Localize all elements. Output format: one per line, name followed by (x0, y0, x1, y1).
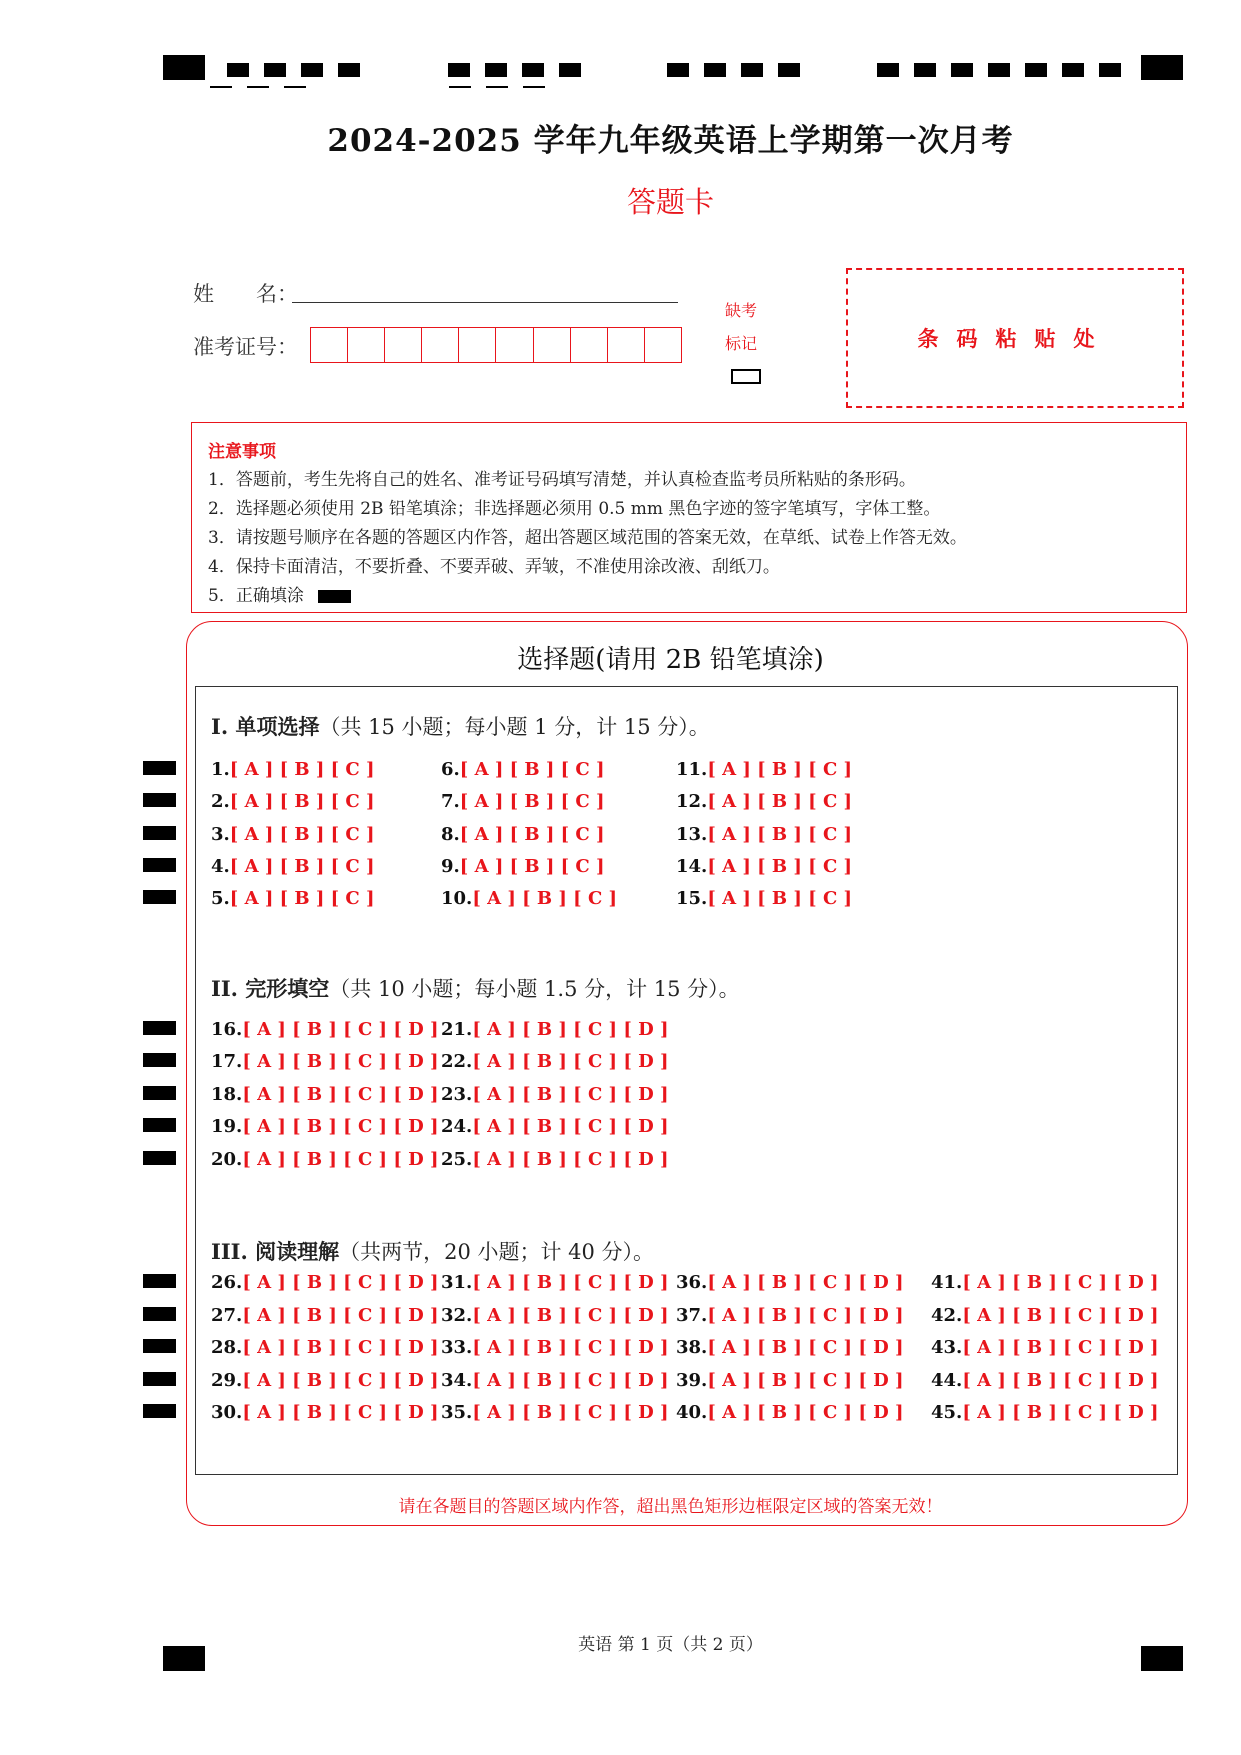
question-number: 9. (441, 856, 460, 877)
exam-title: 2024-2025 学年九年级英语上学期第一次月考 (327, 123, 1014, 159)
question-item (676, 1305, 904, 1326)
timing-mark (741, 63, 763, 77)
notice-box (191, 422, 1187, 613)
question-number: 4. (211, 856, 230, 877)
question-item (441, 1149, 669, 1170)
timing-mark (448, 63, 470, 77)
notice-title: 注意事项 (208, 442, 276, 462)
answer-options[interactable]: [ A ] [ B ] [ C ] [ D ] (472, 1402, 669, 1423)
timing-mark (338, 63, 360, 77)
answer-options[interactable]: [ A ] [ B ] [ C ] [ D ] (707, 1370, 904, 1391)
name-label: 姓 名： (193, 282, 298, 306)
answer-options[interactable]: [ A ] [ B ] [ C ] (459, 856, 605, 877)
question-number: 11. (676, 759, 708, 780)
question-number: 21. (441, 1019, 473, 1040)
question-number: 23. (441, 1084, 473, 1105)
section-heading (211, 973, 740, 1003)
notice-item: 2．选择题必须使用 2B 铅笔填涂；非选择题必须用 0.5 mm 黑色字迹的签字笔填写，字体工整。 (208, 499, 941, 519)
timing-underline (210, 86, 232, 88)
question-item (931, 1272, 1159, 1293)
answer-options[interactable]: [ A ] [ B ] [ C ] [ D ] (242, 1149, 439, 1170)
barcode-label: 条码粘贴处 (917, 326, 1113, 351)
absent-label: 缺考 (725, 301, 758, 320)
answer-options[interactable]: [ A ] [ B ] [ C ] [ D ] (242, 1305, 439, 1326)
question-item (441, 1370, 669, 1391)
question-item (676, 1337, 904, 1358)
timing-mark (1062, 63, 1084, 77)
question-number: 34. (441, 1370, 473, 1391)
question-number: 8. (441, 824, 460, 845)
question-item (441, 1337, 669, 1358)
barcode-area (846, 268, 1184, 408)
answer-options[interactable]: [ A ] [ B ] [ C ] [ D ] (472, 1370, 669, 1391)
question-number: 2. (211, 791, 230, 812)
timing-mark (143, 1053, 176, 1067)
question-item (211, 1305, 439, 1326)
question-number: 3. (211, 824, 230, 845)
question-number: 12. (676, 791, 708, 812)
timing-mark (143, 1307, 176, 1321)
question-item (676, 824, 852, 845)
question-item (211, 1370, 439, 1391)
absent-checkbox[interactable] (731, 369, 761, 384)
question-number: 30. (211, 1402, 243, 1423)
card-subtitle: 答题卡 (626, 185, 714, 219)
notice-item: 3．请按题号顺序在各题的答题区内作答，超出答题区域范围的答案无效，在草纸、试卷上作答无效。 (208, 528, 967, 548)
answer-options[interactable]: [ A ] [ B ] [ C ] [ D ] (472, 1051, 669, 1072)
section-detail: （共 15 小题；每小题 1 分，计 15 分）。 (319, 715, 710, 739)
question-number: 35. (441, 1402, 473, 1423)
timing-underline (284, 86, 306, 88)
question-item (441, 1084, 669, 1105)
question-number: 43. (931, 1337, 963, 1358)
question-item (931, 1337, 1159, 1358)
answer-options[interactable]: [ A ] [ B ] [ C ] [ D ] (472, 1272, 669, 1293)
question-number: 10. (441, 888, 473, 909)
question-number: 32. (441, 1305, 473, 1326)
question-number: 24. (441, 1116, 473, 1137)
question-number: 18. (211, 1084, 243, 1105)
timing-mark (143, 858, 176, 872)
question-number: 40. (676, 1402, 708, 1423)
timing-mark (143, 1339, 176, 1353)
answer-options[interactable]: [ A ] [ B ] [ C ] [ D ] (472, 1116, 669, 1137)
question-item (931, 1305, 1159, 1326)
answer-options[interactable]: [ A ] [ B ] [ C ] (229, 791, 375, 812)
question-number: 20. (211, 1149, 243, 1170)
question-item (676, 856, 852, 877)
question-number: 33. (441, 1337, 473, 1358)
timing-mark (143, 1372, 176, 1386)
timing-mark (264, 63, 286, 77)
question-item (676, 1370, 904, 1391)
corner-mark (1141, 1646, 1183, 1671)
question-item (211, 1019, 439, 1040)
question-item (441, 791, 605, 812)
question-item (441, 1272, 669, 1293)
question-item (211, 791, 375, 812)
answer-options[interactable]: [ A ] [ B ] [ C ] [ D ] (707, 1305, 904, 1326)
question-number: 27. (211, 1305, 243, 1326)
question-item (441, 759, 605, 780)
question-item (441, 1051, 669, 1072)
answer-options[interactable]: [ A ] [ B ] [ C ] [ D ] (242, 1084, 439, 1105)
section-heading (211, 1236, 654, 1266)
answer-options[interactable]: [ A ] [ B ] [ C ] [ D ] (242, 1370, 439, 1391)
question-item (441, 856, 605, 877)
question-item (211, 1272, 439, 1293)
answer-options[interactable]: [ A ] [ B ] [ C ] [ D ] (242, 1051, 439, 1072)
answer-options[interactable]: [ A ] [ B ] [ C ] [ D ] (242, 1116, 439, 1137)
answer-options[interactable]: [ A ] [ B ] [ C ] [ D ] (472, 1084, 669, 1105)
timing-mark (988, 63, 1010, 77)
timing-mark (1099, 63, 1121, 77)
timing-underline (449, 86, 471, 88)
question-item (441, 824, 605, 845)
timing-mark (485, 63, 507, 77)
question-item (676, 1272, 904, 1293)
question-number: 22. (441, 1051, 473, 1072)
question-number: 15. (676, 888, 708, 909)
answer-options[interactable]: [ A ] [ B ] [ C ] [ D ] (472, 1337, 669, 1358)
question-number: 7. (441, 791, 460, 812)
question-item (211, 824, 375, 845)
notice-item: 4．保持卡面清洁，不要折叠、不要弄破、弄皱，不准使用涂改液、刮纸刀。 (208, 557, 780, 577)
section-name: III. 阅读理解 (211, 1239, 340, 1264)
question-item (211, 856, 375, 877)
answer-options[interactable]: [ A ] [ B ] [ C ] [ D ] (242, 1402, 439, 1423)
answer-options[interactable]: [ A ] [ B ] [ C ] [ D ] (472, 1019, 669, 1040)
answer-options[interactable]: [ A ] [ B ] [ C ] (707, 791, 853, 812)
question-number: 1. (211, 759, 230, 780)
timing-mark (301, 63, 323, 77)
question-item (211, 1116, 439, 1137)
section-name: II. 完形填空 (211, 976, 330, 1001)
answer-options[interactable]: [ A ] [ B ] [ C ] (229, 888, 375, 909)
answer-options[interactable]: [ A ] [ B ] [ C ] [ D ] (962, 1337, 1159, 1358)
timing-mark (559, 63, 581, 77)
page-number: 英语 第 1 页（共 2 页） (578, 1635, 763, 1655)
timing-mark (143, 826, 176, 840)
notice-item: 1．答题前，考生先将自己的姓名、准考证号码填写清楚，并认真检查监考员所粘贴的条形码。 (208, 470, 916, 490)
question-number: 38. (676, 1337, 708, 1358)
question-number: 42. (931, 1305, 963, 1326)
section-name: I. 单项选择 (211, 714, 320, 739)
question-item (676, 759, 852, 780)
timing-mark (143, 1118, 176, 1132)
timing-mark (778, 63, 800, 77)
answer-options[interactable]: [ A ] [ B ] [ C ] [ D ] (707, 1272, 904, 1293)
answer-options[interactable]: [ A ] [ B ] [ C ] (707, 824, 853, 845)
answer-options[interactable]: [ A ] [ B ] [ C ] (229, 856, 375, 877)
timing-underline (247, 86, 269, 88)
answer-options[interactable]: [ A ] [ B ] [ C ] [ D ] (242, 1337, 439, 1358)
answer-options[interactable]: [ A ] [ B ] [ C ] (459, 759, 605, 780)
section-detail: （共 10 小题；每小题 1.5 分，计 15 分）。 (329, 977, 740, 1001)
question-item (211, 888, 375, 909)
question-number: 26. (211, 1272, 243, 1293)
question-item (441, 1305, 669, 1326)
question-item (211, 759, 375, 780)
timing-mark (143, 890, 176, 904)
question-number: 19. (211, 1116, 243, 1137)
timing-mark (143, 1021, 176, 1035)
question-item (211, 1084, 439, 1105)
answer-options[interactable]: [ A ] [ B ] [ C ] (229, 759, 375, 780)
question-item (676, 791, 852, 812)
answer-options[interactable]: [ A ] [ B ] [ C ] [ D ] (472, 1305, 669, 1326)
notice-item-text: 5．正确填涂 (208, 586, 304, 606)
question-item (441, 1019, 669, 1040)
question-item (441, 1116, 669, 1137)
question-number: 5. (211, 888, 230, 909)
question-item (931, 1402, 1159, 1423)
answer-options[interactable]: [ A ] [ B ] [ C ] [ D ] (962, 1305, 1159, 1326)
timing-mark (1025, 63, 1047, 77)
question-number: 28. (211, 1337, 243, 1358)
answer-options[interactable]: [ A ] [ B ] [ C ] [ D ] (962, 1272, 1159, 1293)
answer-options[interactable]: [ A ] [ B ] [ C ] [ D ] (707, 1402, 904, 1423)
corner-mark (163, 55, 205, 80)
name-field[interactable] (292, 302, 678, 303)
answer-options[interactable]: [ A ] [ B ] [ C ] [ D ] (962, 1402, 1159, 1423)
question-item (211, 1149, 439, 1170)
notice-item (208, 582, 1170, 611)
corner-mark (1141, 55, 1183, 80)
section-detail: （共两节，20 小题；计 40 分）。 (339, 1240, 655, 1264)
question-number: 41. (931, 1272, 963, 1293)
timing-mark (951, 63, 973, 77)
timing-mark (704, 63, 726, 77)
question-number: 29. (211, 1370, 243, 1391)
corner-mark (163, 1646, 205, 1671)
answer-options[interactable]: [ A ] [ B ] [ C ] (459, 791, 605, 812)
answer-options[interactable]: [ A ] [ B ] [ C ] (707, 759, 853, 780)
question-number: 39. (676, 1370, 708, 1391)
timing-mark (143, 1151, 176, 1165)
timing-underline (523, 86, 545, 88)
timing-mark (914, 63, 936, 77)
answer-options[interactable]: [ A ] [ B ] [ C ] (459, 824, 605, 845)
timing-mark (143, 761, 176, 775)
choice-title: 选择题(请用 2B 铅笔填涂) (517, 645, 824, 675)
timing-mark (522, 63, 544, 77)
answer-options[interactable]: [ A ] [ B ] [ C ] (229, 824, 375, 845)
answer-options[interactable]: [ A ] [ B ] [ C ] (707, 856, 853, 877)
question-number: 31. (441, 1272, 473, 1293)
question-item (441, 1402, 669, 1423)
timing-mark (143, 1404, 176, 1418)
question-item (211, 1051, 439, 1072)
id-label: 准考证号： (193, 335, 298, 359)
timing-mark (227, 63, 249, 77)
question-item (676, 1402, 904, 1423)
question-number: 25. (441, 1149, 473, 1170)
question-number: 17. (211, 1051, 243, 1072)
question-number: 36. (676, 1272, 708, 1293)
question-number: 44. (931, 1370, 963, 1391)
answer-options[interactable]: [ A ] [ B ] [ C ] [ D ] (242, 1272, 439, 1293)
timing-mark (143, 1274, 176, 1288)
question-item (931, 1370, 1159, 1391)
question-number: 14. (676, 856, 708, 877)
timing-mark (877, 63, 899, 77)
question-number: 6. (441, 759, 460, 780)
answer-options[interactable]: [ A ] [ B ] [ C ] (707, 888, 853, 909)
timing-mark (143, 1086, 176, 1100)
timing-underline (486, 86, 508, 88)
answer-area-warning: 请在各题目的答题区域内作答，超出黑色矩形边框限定区域的答案无效！ (398, 1497, 943, 1517)
answer-options[interactable]: [ A ] [ B ] [ C ] [ D ] (707, 1337, 904, 1358)
answer-options[interactable]: [ A ] [ B ] [ C ] [ D ] (962, 1370, 1159, 1391)
absent-label: 标记 (725, 334, 758, 353)
question-number: 13. (676, 824, 708, 845)
timing-mark (667, 63, 689, 77)
answer-options[interactable]: [ A ] [ B ] [ C ] [ D ] (242, 1019, 439, 1040)
question-number: 45. (931, 1402, 963, 1423)
section-heading (211, 711, 710, 741)
timing-mark (143, 793, 176, 807)
question-item (676, 888, 852, 909)
fill-sample (318, 590, 351, 603)
question-item (211, 1337, 439, 1358)
question-item (211, 1402, 439, 1423)
question-number: 16. (211, 1019, 243, 1040)
question-item (441, 888, 617, 909)
question-number: 37. (676, 1305, 708, 1326)
answer-options[interactable]: [ A ] [ B ] [ C ] [ D ] (472, 1149, 669, 1170)
exam-id-boxes[interactable] (310, 327, 682, 363)
answer-options[interactable]: [ A ] [ B ] [ C ] (472, 888, 618, 909)
